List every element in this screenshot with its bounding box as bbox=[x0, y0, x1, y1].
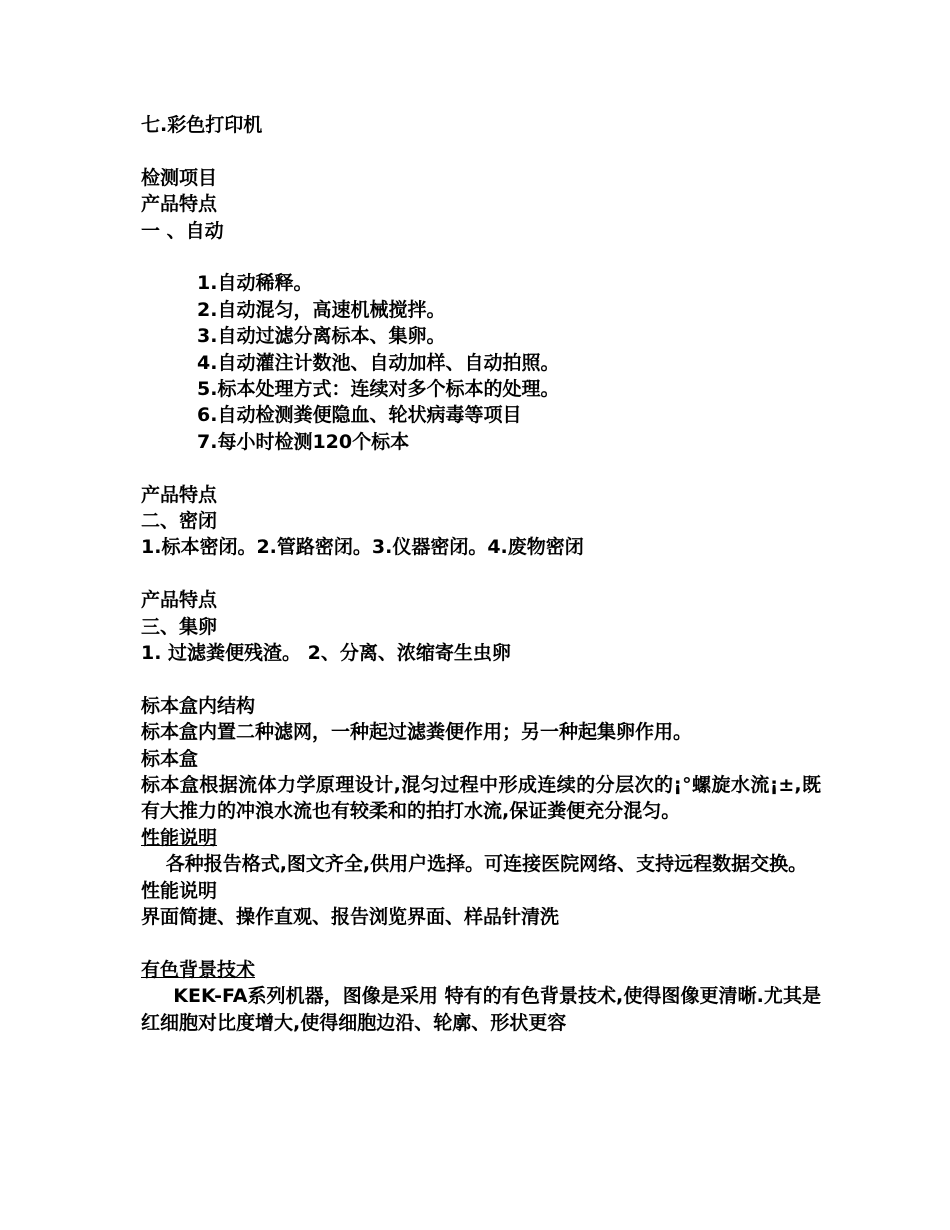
perf-text: 界面简捷、操作直观、报告浏览界面、样品针清洗 bbox=[141, 906, 560, 929]
spacer bbox=[141, 931, 821, 957]
auto-list-item: 3.自动过滤分离标本、集卵。 bbox=[197, 325, 446, 348]
auto-list-item: 1.自动稀释。 bbox=[197, 272, 313, 295]
auto-list-item: 4.自动灌注计数池、自动加样、自动拍照。 bbox=[197, 351, 560, 374]
bg-tech-title: 有色背景技术 bbox=[141, 958, 256, 981]
perf-title: 性能说明 bbox=[141, 826, 218, 849]
features-label: 产品特点 bbox=[141, 193, 218, 216]
spacer bbox=[141, 666, 821, 692]
spacer bbox=[141, 455, 821, 481]
box-title: 标本盒 bbox=[141, 747, 199, 770]
perf-text: 各种报告格式,图文齐全,供用户选择。可连接医院网络、支持远程数据交换。 bbox=[165, 853, 808, 876]
spacer bbox=[141, 138, 821, 164]
section-heading-printer: 七.彩色打印机 bbox=[141, 114, 263, 136]
auto-list-item: 5.标本处理方式：连续对多个标本的处理。 bbox=[197, 378, 560, 401]
box-structure-text: 标本盒内置二种滤网，一种起过滤粪便作用；另一种起集卵作用。 bbox=[141, 721, 693, 744]
auto-list-item: 6.自动检测粪便隐血、轮状病毒等项目 bbox=[197, 404, 522, 427]
box-structure-title: 标本盒内结构 bbox=[141, 694, 256, 717]
sealed-text: 1.标本密闭。2.管路密闭。3.仪器密闭。4.废物密闭 bbox=[141, 536, 584, 559]
spacer bbox=[141, 244, 821, 270]
detect-items-label: 检测项目 bbox=[141, 166, 218, 189]
bg-tech-text: KEK-FA系列机器，图像是采用 特有的有色背景技术,使得图像更清晰.尤其是红细胞对比度增大,使得细胞边沿、轮廓、形状更容 bbox=[141, 985, 821, 1034]
egg-text: 1. 过滤粪便残渣。 2、分离、浓缩寄生虫卵 bbox=[141, 642, 511, 665]
perf-title: 性能说明 bbox=[141, 879, 218, 902]
box-text: 标本盒根据流体力学原理设计,混匀过程中形成连续的分层次的¡°螺旋水流¡±,既有大推力的冲浪水流也有较柔和的拍打水流,保证粪便充分混匀。 bbox=[141, 774, 821, 823]
auto-list-item: 7.每小时检测120个标本 bbox=[197, 430, 410, 453]
egg-title: 三、集卵 bbox=[141, 615, 218, 638]
spacer bbox=[141, 561, 821, 587]
auto-list-item: 2.自动混匀，高速机械搅拌。 bbox=[197, 298, 446, 321]
auto-title: 一 、自动 bbox=[141, 219, 224, 242]
features-label: 产品特点 bbox=[141, 589, 218, 612]
features-label: 产品特点 bbox=[141, 483, 218, 506]
sealed-title: 二、密闭 bbox=[141, 510, 218, 533]
document-page bbox=[141, 112, 821, 1036]
